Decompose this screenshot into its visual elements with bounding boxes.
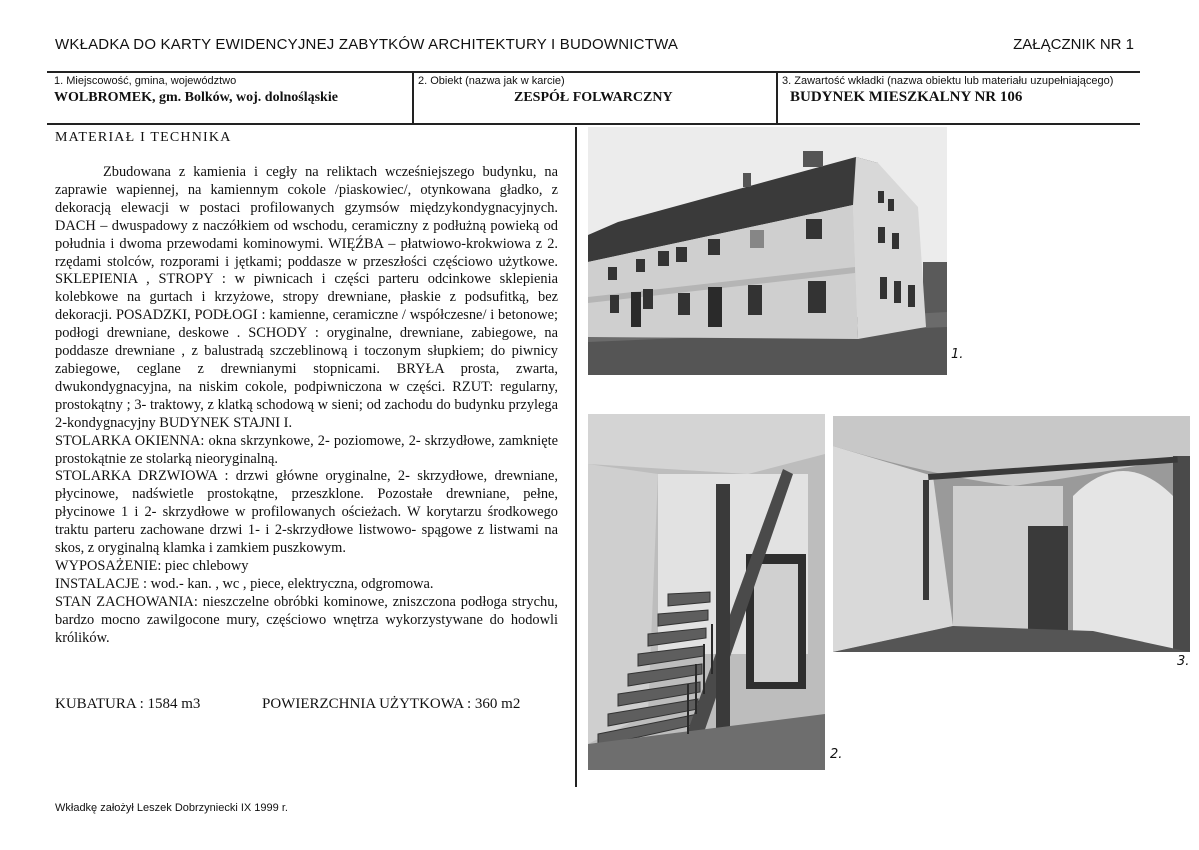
condition-paragraph: STAN ZACHOWANIA: nieszczelne obróbki kominowe, zniszczona podłoga strychu, bardzo mocno zawilgocone mury, częściowo wnętrza wykorzystywane do hodowli królików. <box>55 593 558 646</box>
building-exterior-drawing <box>588 127 947 375</box>
document-title: WKŁADKA DO KARTY EWIDENCYJNEJ ZABYTKÓW ARCHITEKTURY I BUDOWNICTWA <box>55 36 679 53</box>
vaulted-corridor-photo <box>833 416 1190 652</box>
object-value: ZESPÓŁ FOLWARCZNY <box>514 90 673 105</box>
content-value: BUDYNEK MIESZKALNY NR 106 <box>790 89 1023 105</box>
equipment-paragraph: WYPOSAŻENIE: piec chlebowy <box>55 557 249 574</box>
table-bottom-border <box>47 123 1140 125</box>
description-paragraph: Zbudowana z kamienia i cegły na reliktach wcześniejszego budynku, na zaprawie wapiennej, na kamiennym cokole /piaskowiec/, otynkowana gładko, z dekoracją elewacji w postaci profilowanych gzymsów międzykondygnacyjnych. DACH – dwuspadowy z naczółkiem od wschodu, ceramiczny z podłużną powieką od południa i dwoma przewodami kominowymi. WIĘŹBA – płatwiowo-krokwiowa z 2. rzędami stolców, rozporami i jętkami; poddasze w przeszłości częściowo użytkowe. SKLEPIENIA , STROPY : w piwnicach i części parteru odcinkowe sklepienia kolebkowe na gurtach i krzyżowe, stropy drewniane, płaskie z podsufitką, bez dekoracji. POSADZKI, PODŁOGI : kamienne, ceramiczne / współczesne/ i betonowe; podłogi drewniane, deskowe . SCHODY : oryginalne, drewniane, zabiegowe, na poddasze drewniane , z balustradą szczeblinową i toczonym słupkiem; do piwnicy zabiegowe, ceglane z drewnianymi stopnicami. BRYŁA prosta, zwarta, dwukondygnacyjna, na niskim cokole, podpiwniczona w części. RZUT: regularny, prostokątny ; 3- traktowy, z klatką schodową w sieni; od zachodu do budynku przylega 2-kondygnacyjny BUDYNEK STAJNI I. <box>55 164 558 431</box>
footer-author: Wkładkę założył Leszek Dobrzyniecki IX 1999 r. <box>55 802 288 814</box>
volume-value: KUBATURA : 1584 m3 <box>55 696 201 712</box>
location-label: 1. Miejscowość, gmina, województwo <box>54 75 237 87</box>
column-divider <box>575 127 577 787</box>
building-exterior-photo <box>588 127 947 375</box>
table-top-border <box>47 71 1140 73</box>
table-divider-2 <box>776 71 778 125</box>
staircase-drawing <box>588 414 825 770</box>
photo-1-label: 1. <box>951 347 964 362</box>
object-label: 2. Obiekt (nazwa jak w karcie) <box>418 75 565 87</box>
area-value: POWIERZCHNIA UŻYTKOWA : 360 m2 <box>262 696 521 712</box>
door-joinery-paragraph: STOLARKA DRZWIOWA : drzwi główne oryginalne, 2- skrzydłowe, drewniane, płycinowe, nadświetle prostokątne, przeszklone. Pozostałe drewniane, pełne, płycinowe 1 i 2- skrzydłowe w profilowanych ościeżach. W korytarzu środkowego traktu parteru zachowane drzwi 1- i 2-skrzydłowe listwowo- spągowe z listwami na skos, z oryginalną klamka i zamkiem puszkowym. <box>55 468 558 557</box>
description-text <box>55 164 558 647</box>
installations-paragraph: INSTALACJE : wod.- kan. , wc , piece, elektryczna, odgromowa. <box>55 575 434 592</box>
location-value: WOLBROMEK, gm. Bolków, woj. dolnośląskie <box>54 90 338 105</box>
section-heading: MATERIAŁ I TECHNIKA <box>55 130 232 145</box>
staircase-photo <box>588 414 825 770</box>
attachment-number: ZAŁĄCZNIK NR 1 <box>1013 36 1134 53</box>
photo-2-label: 2. <box>830 747 843 762</box>
content-label: 3. Zawartość wkładki (nazwa obiektu lub materiału uzupełniającego) <box>782 75 1114 87</box>
corridor-drawing <box>833 416 1190 652</box>
window-joinery-paragraph: STOLARKA OKIENNA: okna skrzynkowe, 2- poziomowe, 2- skrzydłowe, zamknięte prostokątnie ze stolarką nieoryginalną. <box>55 432 558 467</box>
table-divider-1 <box>412 71 414 125</box>
photo-3-label: 3. <box>1177 654 1190 669</box>
